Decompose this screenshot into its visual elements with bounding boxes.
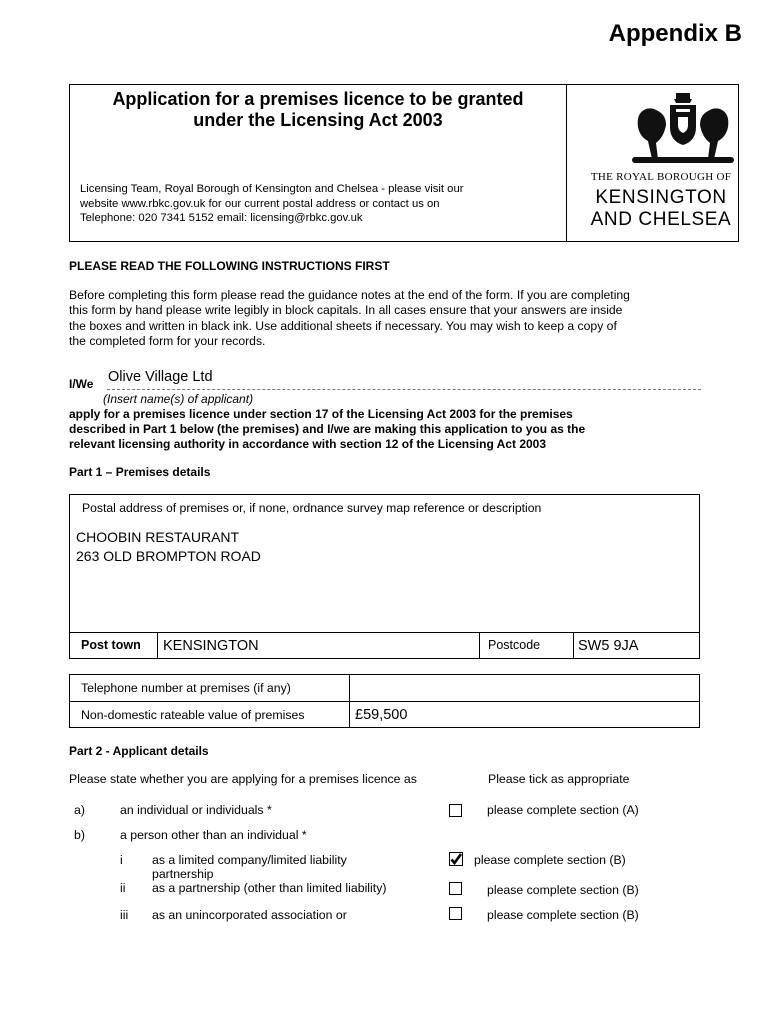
instructions-line3: the boxes and written in black ink. Use additional sheets if necessary. You may wish to keep a copy of [69,318,617,333]
postcode-label: Postcode [480,633,574,659]
option-ii-text: as a partnership (other than limited liability) [152,881,387,895]
option-a-text: an individual or individuals * [120,803,272,817]
option-iii-action: please complete section (B) [487,908,639,922]
part1-heading: Part 1 – Premises details [69,465,211,479]
application-statement-line3: relevant licensing authority in accordance with section 12 of the Licensing Act 2003 [69,437,547,452]
borough-name-small: THE ROYAL BOROUGH OF [590,171,732,183]
option-i-checkbox[interactable] [449,852,463,866]
option-a-checkbox[interactable] [449,804,462,817]
form-title-line1: Application for a premises licence to be granted [112,89,524,109]
post-town-field[interactable]: KENSINGTON [158,633,480,659]
contact-line3: Telephone: 020 7341 5152 email: licensing@rbkc.gov.uk [80,212,363,224]
contact-info [80,182,464,226]
header-title-cell [70,85,567,241]
instructions-text [69,288,709,349]
rateable-row [70,702,699,728]
post-town-label: Post town [70,633,158,659]
option-b-text: a person other than an individual * [120,828,307,842]
contact-line1: Licensing Team, Royal Borough of Kensington and Chelsea - please visit our [80,183,464,195]
part2-heading: Part 2 - Applicant details [69,744,209,758]
address-label: Postal address of premises or, if none, ordnance survey map reference or description [82,501,542,515]
telephone-row [70,675,699,702]
address-field[interactable] [76,528,261,566]
option-i-text [152,853,347,881]
application-statement [69,407,719,453]
option-iii-text: as an unincorporated association or [152,908,347,922]
option-iii-marker: iii [120,908,129,922]
instructions-line1: Before completing this form please read the guidance notes at the end of the form. If you are completing [69,288,630,302]
applicant-name-underline [107,389,701,390]
option-i-text-line2: partnership [152,867,214,881]
postcode-field[interactable]: SW5 9JA [578,638,639,654]
address-line2: 263 OLD BROMPTON ROAD [76,548,261,564]
telephone-label: Telephone number at premises (if any) [70,675,350,701]
contact-line2: website www.rbkc.gov.uk for our current postal address or contact us on [80,197,440,210]
rateable-value-field[interactable]: £59,500 [355,707,408,723]
address-line1: CHOOBIN RESTAURANT [76,529,240,545]
premises-info-table [69,674,700,728]
option-a-action: please complete section (A) [487,803,639,817]
borough-crest-icon [618,91,748,167]
instructions-line4: the completed form for your records. [69,333,266,348]
option-i-text-line1: as a limited company/limited liability [152,853,347,867]
tick-instruction: Please tick as appropriate [488,772,630,786]
applicant-type-question: Please state whether you are applying for a premises licence as [69,772,417,786]
borough-name-line2: AND CHELSEA [590,209,732,230]
iwe-label: I/We [69,377,94,391]
rateable-label: Non-domestic rateable value of premises [70,702,350,728]
borough-name-line1: KENSINGTON [595,187,727,208]
borough-name [583,187,739,231]
applicant-name-note: (Insert name(s) of applicant) [103,392,254,406]
option-ii-marker: ii [120,881,126,895]
application-statement-line2: described in Part 1 below (the premises) and I/we are making this application to you as the [69,422,586,437]
form-title-line2: under the Licensing Act 2003 [193,110,443,130]
option-b-marker: b) [74,828,85,842]
header-box [69,84,739,242]
option-ii-checkbox[interactable] [449,882,462,895]
option-iii-checkbox[interactable] [449,907,462,920]
checkmark-icon [449,852,463,866]
form-title [70,89,566,131]
applicant-name-field[interactable]: Olive Village Ltd [108,369,213,385]
post-town-row [70,632,699,659]
option-i-marker: i [120,853,123,867]
appendix-label: Appendix B [608,20,742,47]
application-statement-line1: apply for a premises licence under section 17 of the Licensing Act 2003 for the premises [69,407,573,421]
premises-address-box [69,494,700,659]
option-a-marker: a) [74,803,85,817]
instructions-line2: this form by hand please write legibly in block capitals. In all cases ensure that your answers are inside [69,303,623,318]
instructions-heading: PLEASE READ THE FOLLOWING INSTRUCTIONS FIRST [69,259,390,273]
option-i-action: please complete section (B) [474,853,626,867]
option-ii-action: please complete section (B) [487,883,639,897]
